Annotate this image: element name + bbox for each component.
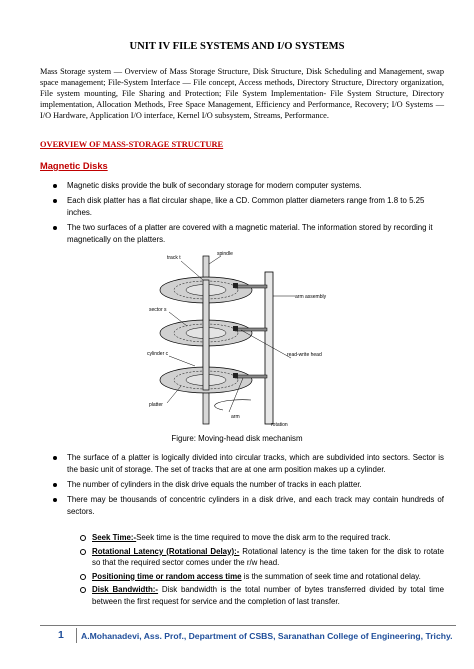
rotation-arrow bbox=[215, 400, 251, 410]
bullet-list-bottom bbox=[40, 452, 444, 521]
bullet-text: The two surfaces of a platter are covered with a magnetic material. The information stored by recording it magnetically on the platters. bbox=[67, 223, 433, 244]
circle-bullet-icon bbox=[80, 549, 86, 555]
bullet-icon bbox=[53, 184, 57, 188]
list-item bbox=[40, 180, 444, 192]
bullet-icon bbox=[53, 483, 57, 487]
footer-vertical-divider bbox=[76, 628, 77, 643]
bullet-icon bbox=[53, 498, 57, 502]
page-title: UNIT IV FILE SYSTEMS AND I/O SYSTEMS bbox=[129, 41, 345, 52]
page-number: 1 bbox=[58, 629, 64, 641]
bullet-icon bbox=[53, 456, 57, 460]
section-heading: OVERVIEW OF MASS-STORAGE STRUCTURE bbox=[40, 140, 224, 149]
sub-item-list bbox=[80, 532, 444, 610]
spindle-label: spindle bbox=[217, 251, 233, 257]
bullet-icon bbox=[53, 226, 57, 230]
track-label: track t bbox=[167, 255, 181, 261]
syllabus-paragraph: Mass Storage system — Overview of Mass Storage Structure, Disk Structure, Disk Scheduling and Management, swap space management; File-System Interface — File concept, Access methods, Directory Structure, Directory organization, File system mounting, File Sharing and Protection; File System Implementation- File System Structure, Directory implementation, Allocation Methods, Free Space Management, Efficiency and Performance, Recovery; I/O Systems — I/O Hardware, Application I/O interface, Kernel I/O subsystem, Streams, Performance. bbox=[40, 67, 444, 120]
arm-assembly-column bbox=[265, 272, 273, 424]
bullet-text: Each disk platter has a flat circular shape, like a CD. Common platter diameters range from 1.8 to 5.25 inches. bbox=[67, 196, 425, 217]
circle-bullet-icon bbox=[80, 587, 86, 593]
figure-caption: Figure: Moving-head disk mechanism bbox=[171, 434, 303, 443]
bullet-text: Magnetic disks provide the bulk of secondary storage for modern computer systems. bbox=[67, 181, 362, 190]
list-item bbox=[40, 494, 444, 518]
list-item bbox=[40, 452, 444, 476]
cylinder-label: cylinder c bbox=[147, 351, 169, 357]
term-label: Rotational Latency (Rotational Delay):- bbox=[92, 546, 240, 556]
rotation-label: rotation bbox=[271, 422, 288, 428]
bullet-icon bbox=[53, 199, 57, 203]
footer-divider-line bbox=[40, 625, 456, 626]
bullet-text: The surface of a platter is logically divided into circular tracks, which are subdivided into sectors. Sector is the basic unit of storage. The set of tracks that are at one arm position makes up a cylinder. bbox=[67, 453, 444, 474]
term-description: Disk bandwidth is the total number of bytes transferred divided by total time between the first request for service and the completion of last transfer. bbox=[92, 585, 444, 606]
list-item bbox=[40, 479, 444, 491]
bullet-text: There may be thousands of concentric cylinders in a disk drive, and each track may contain hundreds of sectors. bbox=[67, 495, 444, 516]
bullet-list-top bbox=[40, 180, 444, 249]
circle-bullet-icon bbox=[80, 574, 86, 580]
sector-label: sector s bbox=[149, 307, 167, 313]
footer-author-text: A.Mohanadevi, Ass. Prof., Department of CSBS, Saranathan College of Engineering, Trichy. bbox=[81, 631, 453, 641]
disk-mechanism-figure bbox=[145, 250, 330, 430]
term-description: Rotational latency is the time taken for the disk to rotate so that the required sector comes under the r/w head. bbox=[92, 546, 444, 568]
list-item bbox=[80, 571, 444, 583]
term-description: is the summation of seek time and rotational delay. bbox=[241, 571, 421, 581]
head-label: read-write head bbox=[287, 352, 322, 358]
disk-diagram bbox=[145, 250, 330, 430]
list-item bbox=[80, 532, 444, 544]
term-description: Seek time is the time required to move the disk arm to the required track. bbox=[136, 533, 391, 542]
list-item bbox=[80, 584, 444, 607]
circle-bullet-icon bbox=[80, 535, 86, 541]
arm-label: arm bbox=[231, 414, 240, 420]
arm-assembly-label: arm assembly bbox=[295, 294, 327, 300]
term-label: Seek Time:- bbox=[92, 533, 137, 542]
list-item bbox=[40, 195, 444, 219]
sub-heading: Magnetic Disks bbox=[40, 161, 108, 171]
list-item bbox=[80, 546, 444, 569]
term-label: Disk Bandwidth:- bbox=[92, 585, 159, 595]
bullet-text: The number of cylinders in the disk drive equals the number of tracks in each platter. bbox=[67, 480, 362, 489]
platter-label: platter bbox=[149, 402, 163, 408]
list-item bbox=[40, 222, 444, 246]
term-label: Positioning time or random access time bbox=[92, 571, 242, 581]
